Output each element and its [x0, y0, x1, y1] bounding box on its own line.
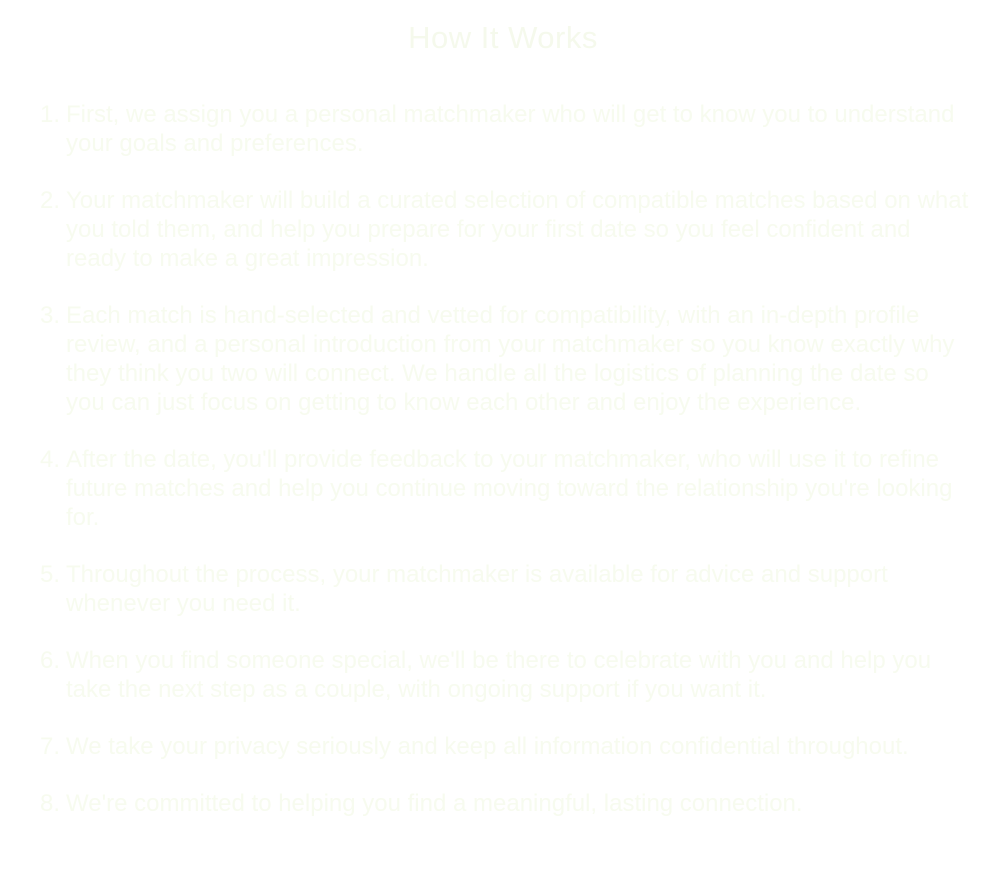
step-text: Throughout the process, your matchmaker is available for advice and support whenever you need it. [66, 561, 888, 617]
step-number: 1. [40, 101, 61, 128]
step-number: 8. [40, 790, 61, 817]
step-number: 2. [40, 187, 61, 214]
step-number: 4. [40, 446, 61, 473]
list-item [36, 789, 970, 818]
step-text: First, we assign you a personal matchmaker who will get to know you to understand your goals and preferences. [66, 101, 955, 157]
step-text: We take your privacy seriously and keep all information confidential throughout. [66, 733, 909, 760]
list-item [36, 100, 970, 158]
step-text: After the date, you'll provide feedback to your matchmaker, who will use it to refine future matches and help you continue moving toward the relationship you're looking for. [66, 446, 953, 531]
step-number: 6. [40, 647, 61, 674]
steps-list [36, 100, 970, 818]
step-text: When you find someone special, we'll be there to celebrate with you and help you take the next step as a couple, with ongoing support if you want it. [66, 647, 932, 703]
list-item [36, 186, 970, 273]
step-text: Each match is hand-selected and vetted for compatibility, with an in-depth profile review, and a personal introduction from your matchmaker so you know exactly why they think you two will connect. We handle all the logistics of planning the date so you can just focus on getting to know each other and enjoy the experience. [66, 302, 955, 416]
list-item [36, 301, 970, 417]
step-text: We're committed to helping you find a meaningful, lasting connection. [66, 790, 803, 817]
list-item [36, 560, 970, 618]
list-item [36, 445, 970, 532]
step-number: 5. [40, 561, 61, 588]
list-item [36, 732, 970, 761]
step-number: 7. [40, 733, 61, 760]
step-text: Your matchmaker will build a curated selection of compatible matches based on what you told them, and help you prepare for your first date so you feel confident and ready to make a great impression. [66, 187, 969, 272]
page-title: How It Works [408, 20, 598, 55]
list-item [36, 646, 970, 704]
step-number: 3. [40, 302, 61, 329]
